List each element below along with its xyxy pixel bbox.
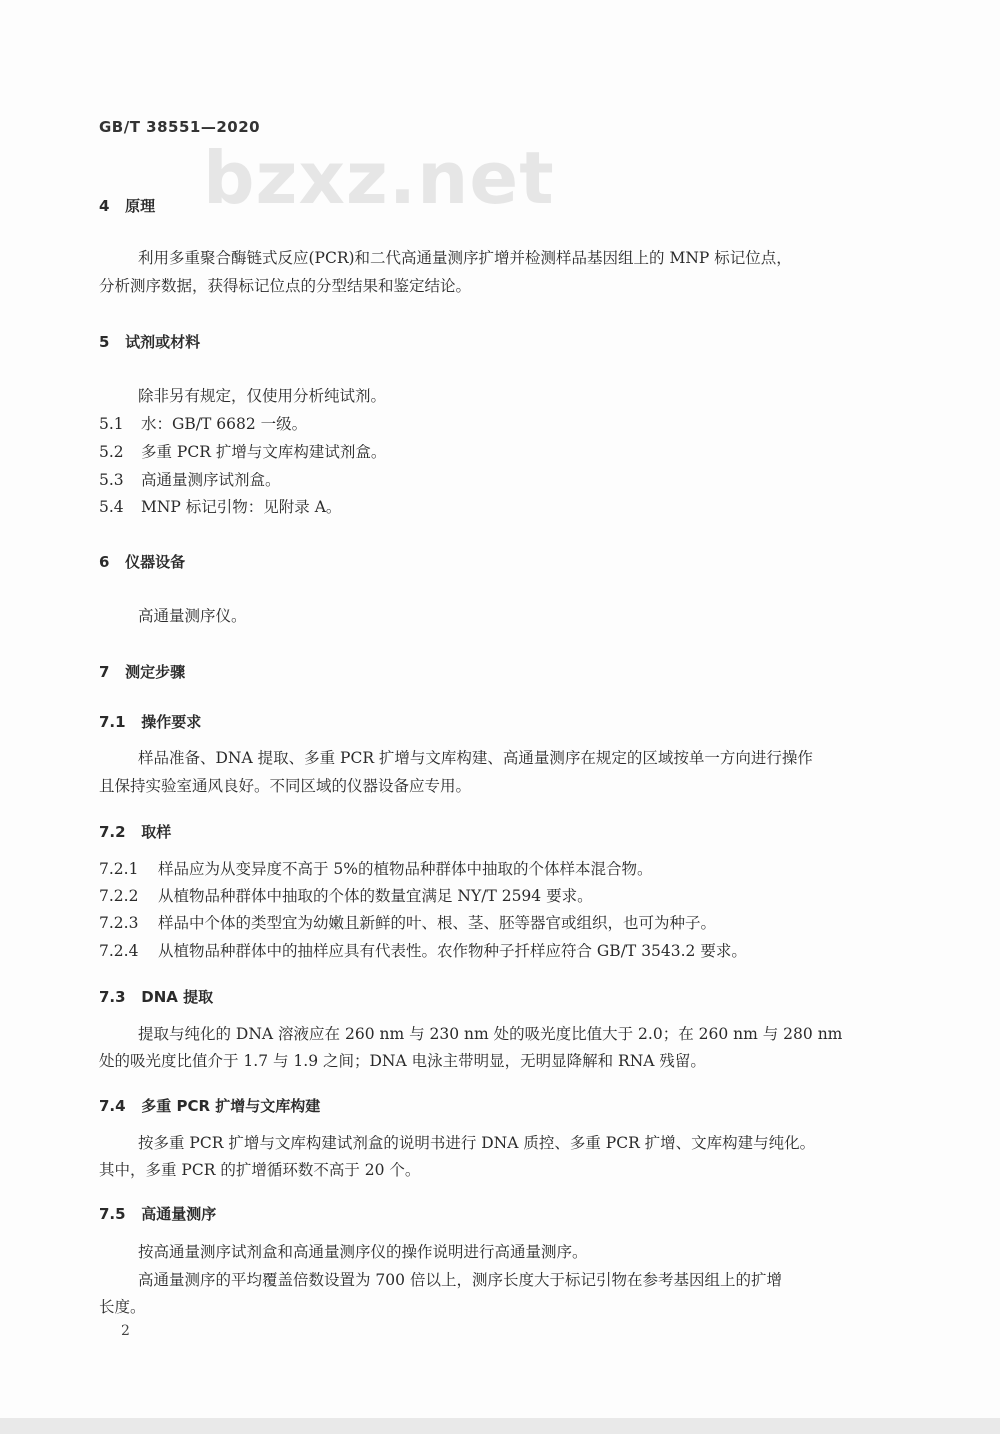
subsection-7-4-line-2: 其中，多重 PCR 的扩增循环数不高于 20 个。 (99, 1161, 421, 1179)
section-4-heading (99, 195, 155, 216)
section-number: 7.5 (99, 1205, 126, 1223)
section-number: 7 (99, 663, 110, 681)
section-7-heading (99, 661, 185, 682)
standard-number: GB/T 38551—2020 (99, 118, 261, 136)
subsection-7-4-line-1: 按多重 PCR 扩增与文库构建试剂盒的说明书进行 DNA 质控、多重 PCR 扩增、文库构建与纯化。 (138, 1134, 816, 1152)
section-number: 6 (99, 553, 110, 571)
item-number: 5.1 (99, 415, 124, 433)
section-4-paragraph-line-2: 分析测序数据，获得标记位点的分型结果和鉴定结论。 (99, 277, 472, 295)
section-6-heading (99, 551, 185, 572)
section-title: 试剂或材料 (125, 333, 201, 351)
page-number: 2 (121, 1323, 130, 1339)
item-text: 高通量测序试剂盒。 (141, 471, 281, 489)
section-6-text: 高通量测序仪。 (138, 607, 247, 625)
subsection-7-5-heading (99, 1203, 216, 1224)
list-item-7-2-3 (99, 911, 716, 933)
subsection-7-5-line-1: 按高通量测序试剂盒和高通量测序仪的操作说明进行高通量测序。 (138, 1243, 588, 1261)
list-item-5-1 (99, 412, 307, 434)
list-item-7-2-4 (99, 939, 747, 961)
item-text: 水：GB/T 6682 一级。 (141, 415, 308, 433)
list-item-7-2-2 (99, 884, 593, 906)
subsection-7-1-line-2: 且保持实验室通风良好。不同区域的仪器设备应专用。 (99, 777, 472, 795)
watermark: bzxz.net (203, 136, 555, 220)
item-number: 5.4 (99, 498, 124, 516)
section-title: DNA 提取 (141, 988, 214, 1006)
section-title: 取样 (141, 823, 172, 841)
list-item-5-4 (99, 495, 341, 517)
subsection-7-3-line-2: 处的吸光度比值介于 1.7 与 1.9 之间；DNA 电泳主带明显，无明显降解和 RNA 残留。 (99, 1052, 706, 1070)
section-title: 原理 (125, 197, 156, 215)
section-number: 7.1 (99, 713, 126, 731)
item-number: 7.2.3 (99, 914, 139, 932)
item-text: 从植物品种群体中抽取的个体的数量宜满足 NY/T 2594 要求。 (158, 887, 593, 905)
subsection-7-5-line-2: 高通量测序的平均覆盖倍数设置为 700 倍以上，测序长度大于标记引物在参考基因组上的扩增 (138, 1271, 782, 1289)
subsection-7-1-line-1: 样品准备、DNA 提取、多重 PCR 扩增与文库构建、高通量测序在规定的区域按单一方向进行操作 (138, 749, 813, 767)
subsection-7-1-heading (99, 711, 201, 732)
item-text: 多重 PCR 扩增与文库构建试剂盒。 (141, 443, 387, 461)
subsection-7-5-line-3: 长度。 (99, 1298, 146, 1316)
section-title: 仪器设备 (125, 553, 186, 571)
item-text: 从植物品种群体中的抽样应具有代表性。农作物种子扦样应符合 GB/T 3543.2 要求。 (158, 942, 747, 960)
subsection-7-3-heading (99, 986, 213, 1007)
section-title: 测定步骤 (125, 663, 186, 681)
item-text: MNP 标记引物：见附录 A。 (141, 498, 342, 516)
subsection-7-4-heading (99, 1095, 320, 1116)
item-number: 7.2.4 (99, 942, 139, 960)
section-title: 操作要求 (141, 713, 202, 731)
item-text: 样品应为从变异度不高于 5%的植物品种群体中抽取的个体样本混合物。 (158, 860, 653, 878)
section-title: 高通量测序 (141, 1205, 217, 1223)
item-number: 5.3 (99, 471, 124, 489)
item-number: 5.2 (99, 443, 124, 461)
viewer-bottom-edge (0, 1418, 1000, 1434)
section-number: 7.3 (99, 988, 126, 1006)
list-item-7-2-1 (99, 857, 653, 879)
item-text: 样品中个体的类型宜为幼嫩且新鲜的叶、根、茎、胚等器官或组织，也可为种子。 (158, 914, 717, 932)
section-number: 4 (99, 197, 110, 215)
section-5-intro: 除非另有规定，仅使用分析纯试剂。 (138, 387, 387, 405)
list-item-5-2 (99, 440, 386, 462)
section-number: 7.2 (99, 823, 126, 841)
item-number: 7.2.1 (99, 860, 139, 878)
subsection-7-3-line-1: 提取与纯化的 DNA 溶液应在 260 nm 与 230 nm 处的吸光度比值大于 2.0；在 260 nm 与 280 nm (138, 1025, 843, 1043)
subsection-7-2-heading (99, 821, 171, 842)
section-5-heading (99, 331, 200, 352)
section-number: 7.4 (99, 1097, 126, 1115)
section-4-paragraph-line-1: 利用多重聚合酶链式反应(PCR)和二代高通量测序扩增并检测样品基因组上的 MNP 标记位点， (138, 249, 792, 267)
section-title: 多重 PCR 扩增与文库构建 (141, 1097, 321, 1115)
item-number: 7.2.2 (99, 887, 139, 905)
list-item-5-3 (99, 468, 281, 490)
section-number: 5 (99, 333, 110, 351)
